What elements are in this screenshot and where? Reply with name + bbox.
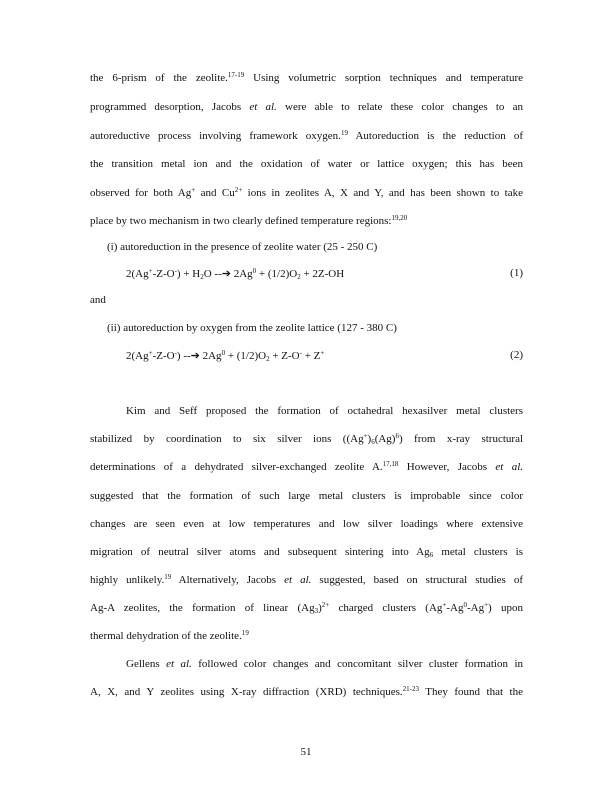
body-text-line: highly unlikely.$^{19}$ Alternatively, Jacobs et al. suggested, based on structural studies of [90,573,523,586]
body-text-line: the 6-prism of the zeolite.$^{17-19}$ Using volumetric sorption techniques and temperature [90,71,524,84]
body-text-line: Gellens et al. followed color changes and concomitant silver cluster formation in [126,658,524,670]
page-number: 51 [300,746,312,758]
body-text-line: suggested that the formation of such large metal clusters is improbable since color [90,490,523,502]
body-text-line: changes are seen even at low temperatures and low silver loadings where extensive [90,518,523,530]
body-text-line: stabilized by coordination to six silver ions $((Ag^+)_6(Ag)^6)$ from x-ray structural [90,432,524,446]
body-text-line: thermal dehydration of the zeolite.$^{19}$ [90,629,249,642]
body-text-line: Ag-A zeolites, the formation of linear $(Ag_3)^{2+}$ charged clusters (Ag+-Ag$^0$-Ag+) upon [90,601,523,615]
connector-text: and [90,294,106,306]
body-text-line: programmed desorption, Jacobs et al. were able to relate these color changes to an [90,101,524,113]
body-text-line: observed for both Ag+ and $Cu^{2+}$ ions in zeolites A, X and Y, and has been shown to take [90,186,523,199]
body-text-line: the transition metal ion and the oxidation of water or lattice oxygen; this has been [90,158,523,170]
reaction-2-equation: 2(Ag+-Z-O-) --➔ $2Ag^0 + (1/2)O_2 + Z-O^- + Z^+$ [126,349,325,363]
equation-number-2: (2) [510,349,523,361]
body-text-line: migration of neutral silver atoms and subsequent sintering into $Ag_6$ metal clusters is [90,546,523,559]
body-text-line: place by two mechanism in two clearly defined temperature regions:$^{19,20}$ [90,214,408,227]
equation-number-1: (1) [510,267,523,279]
reaction-1-equation: $2(Ag^+-Z-O^-) + H_2O$ --➔ $2Ag^0 + (1/2)O_2 + 2Z-OH$ [126,267,345,281]
reaction-1-heading: (i) autoreduction in the presence of zeolite water (25 - 250 C) [107,241,378,253]
body-text-line: determinations of a dehydrated silver-exchanged zeolite A.$^{17,18}$ However, Jacobs et al. [90,460,523,473]
body-text-line: A, X, and Y zeolites using X-ray diffraction (XRD) techniques.$^{21-23}$ They found that the [90,685,523,698]
reaction-2-heading: (ii) autoreduction by oxygen from the zeolite lattice (127 - 380 C) [107,322,397,334]
body-text-line: Kim and Seff proposed the formation of octahedral hexasilver metal clusters [126,405,523,417]
body-text-line: autoreductive process involving framework oxygen.$^{19}$ Autoreduction is the reduction of [90,129,524,142]
